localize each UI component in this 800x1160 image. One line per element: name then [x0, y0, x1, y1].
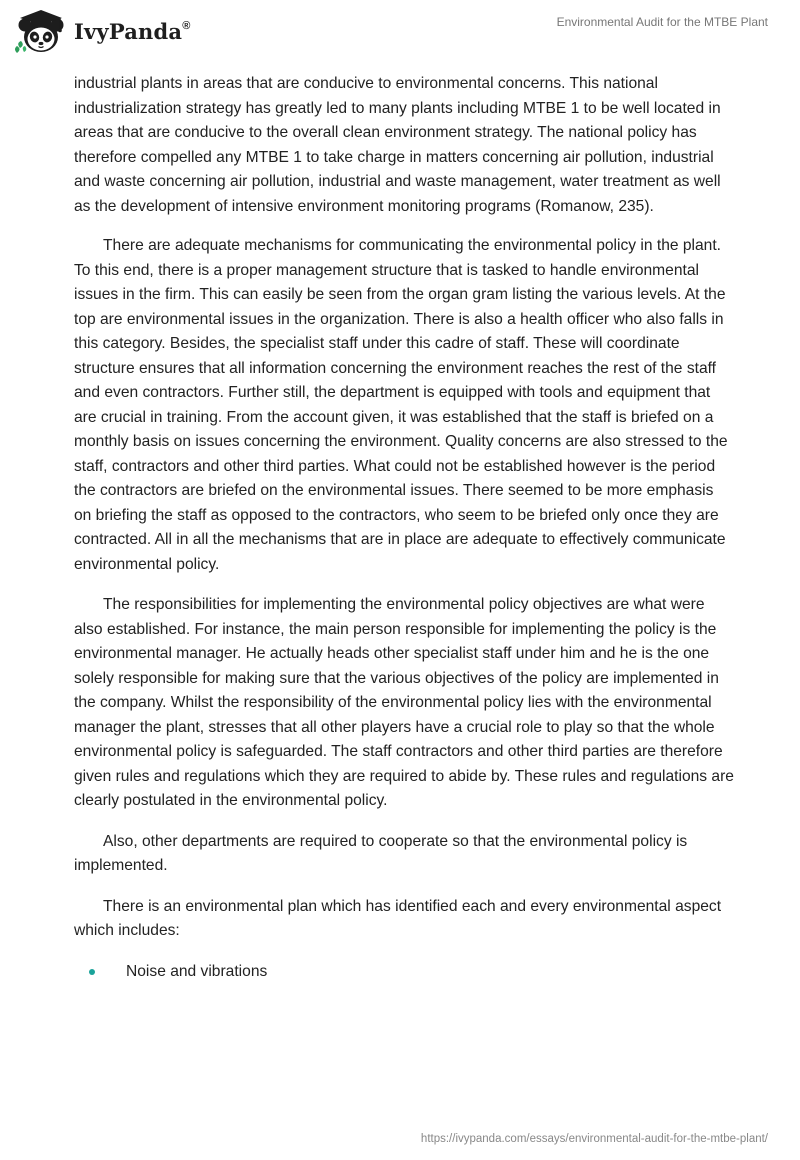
- paragraph: There are adequate mechanisms for communicating the environmental policy in the plant. To this end, there is a proper management structure that is tasked to handle environmental issues in the firm. This can easily be seen from the organ gram listing the various levels. At the top are environmental issues in the organization. There is also a health officer who also falls in this category. Besides, the specialist staff under this cadre of staff. These will coordinate structure ensures that all information concerning the environment reaches the rest of the staff and even contractors. Further still, the department is equipped with tools and equipment that are crucial in training. From the account given, it was established that the staff is briefed on a monthly basis on issues concerning the environment. Quality concerns are also stressed to the staff, contractors and other third parties. What could not be established however is the period the contractors are briefed on the environmental issues. There seemed to be more emphasis on briefing the staff as opposed to the contractors, who seem to be briefed only once they are contracted. All in all the mechanisms that are in place are adequate to effectively communicate environmental policy.: [74, 237, 728, 573]
- panda-graduation-cap-icon: [14, 8, 68, 54]
- paragraph: The responsibilities for implementing the environmental policy objectives are what were also established. For instance, the main person responsible for implementing the policy is the environmental manager. He actually heads other specialist staff under him and he is the one solely responsible for making sure that the various objectives of the policy are implemented in the company. Whilst the responsibility of the environmental policy lies with the environmental manager the plant, stresses that all other players have a crucial role to play so that the whole environmental policy is safeguarded. The staff contractors and other third parties are therefore given rules and regulations which they are required to abide by. These rules and regulations are clearly postulated in the environmental policy.: [74, 596, 734, 809]
- trademark-symbol: ®: [182, 19, 191, 32]
- environmental-aspects-list: [74, 960, 734, 984]
- brand-label: IvyPanda: [74, 18, 183, 44]
- source-url[interactable]: https://ivypanda.com/essays/environmental-audit-for-the-mtbe-plant/: [420, 1133, 768, 1145]
- bullet-dot-icon: [89, 969, 95, 975]
- brand-name: [74, 18, 191, 44]
- list-item-text: Noise and vibrations: [126, 962, 268, 980]
- paragraph: industrial plants in areas that are conducive to environmental concerns. This national industrialization strategy has greatly led to many plants including MTBE 1 to be well located in areas that are conducive to the overall clean environment strategy. The national policy has therefore compelled any MTBE 1 to take charge in matters concerning air pollution, industrial and waste concerning air pollution, industrial and waste management, water treatment as well as the development of intensive environment monitoring programs (Romanow, 235).: [74, 75, 721, 215]
- paragraph: Also, other departments are required to cooperate so that the environmental policy is implemented.: [74, 832, 688, 874]
- page-header: [0, 0, 800, 64]
- document-title: Environmental Audit for the MTBE Plant: [556, 15, 768, 29]
- list-item: [74, 960, 734, 984]
- essay-body: [74, 72, 734, 984]
- paragraph: There is an environmental plan which has identified each and every environmental aspect which includes:: [74, 897, 722, 939]
- ivypanda-logo[interactable]: [14, 8, 191, 54]
